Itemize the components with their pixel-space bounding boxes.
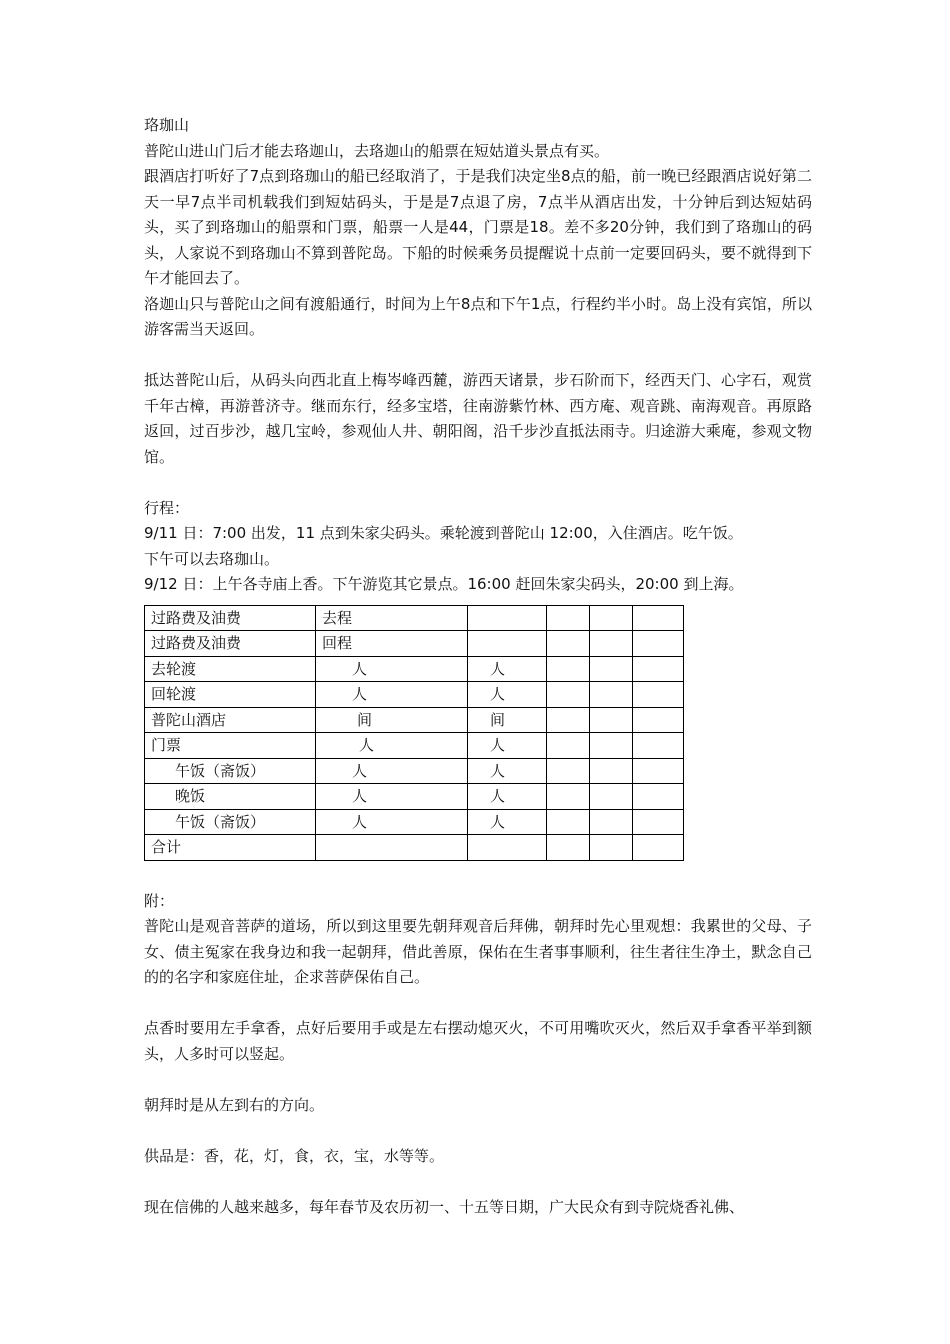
table-cell	[590, 656, 633, 682]
table-cell	[633, 733, 684, 759]
spacer	[144, 991, 812, 1017]
table-cell	[633, 784, 684, 810]
table-cell	[633, 809, 684, 835]
table-cell	[547, 605, 590, 631]
spacer	[144, 871, 812, 889]
table-cell: 过路费及油费	[145, 631, 316, 657]
table-cell: 人	[468, 682, 547, 708]
table-cell	[633, 682, 684, 708]
intro-paragraph-3: 洛迦山只与普陀山之间有渡船通行，时间为上午8点和下午1点，行程约半小时。岛上没有宾馆，所以游客需当天返回。	[144, 294, 812, 338]
table-cell	[547, 707, 590, 733]
table-cell	[547, 656, 590, 682]
spacer	[144, 343, 812, 369]
table-cell: 人	[316, 682, 468, 708]
table-row	[145, 682, 684, 708]
table-cell	[468, 835, 547, 861]
table-cell	[547, 835, 590, 861]
spacer	[144, 470, 812, 496]
table-row	[145, 758, 684, 784]
table-cell	[316, 835, 468, 861]
table-row	[145, 707, 684, 733]
itinerary-line: 下午可以去珞珈山。	[144, 549, 280, 568]
intro-paragraph-2: 跟酒店打听好了7点到珞珈山的船已经取消了，于是我们决定坐8点的船，前一晚已经跟酒店说好第二天一早7点半司机载我们到短姑码头，于是是7点退了房，7点半从酒店出发，十分钟后到达短姑码头，买了到珞珈山的船票和门票，船票一人是44，门票是18。差不多20分钟，我们到了珞珈山的码头，人家说不到珞珈山不算到普陀岛。下船的时候乘务员提醒说十点前一定要回码头，要不就得到下午才能回去了。	[144, 167, 812, 287]
table-cell: 去程	[316, 605, 468, 631]
table-cell	[468, 631, 547, 657]
table-cell: 人	[316, 656, 468, 682]
table-cell: 回轮渡	[145, 682, 316, 708]
table-cell	[590, 835, 633, 861]
table-cell	[547, 784, 590, 810]
table-cell: 午饭（斋饭）	[145, 758, 316, 784]
table-row	[145, 809, 684, 835]
table-cell: 间	[468, 707, 547, 733]
table-cell	[547, 758, 590, 784]
appendix-paragraph: 朝拜时是从左到右的方向。	[144, 1095, 325, 1114]
spacer	[144, 1169, 812, 1195]
table-cell	[547, 809, 590, 835]
budget-table	[144, 605, 684, 861]
intro-paragraph-1: 普陀山进山门后才能去珞迦山，去珞迦山的船票在短姑道头景点有买。	[144, 141, 610, 160]
table-row	[145, 835, 684, 861]
table-cell	[590, 758, 633, 784]
table-cell	[590, 809, 633, 835]
doc-title: 珞珈山	[144, 116, 190, 134]
table-cell: 人	[468, 809, 547, 835]
table-row	[145, 784, 684, 810]
table-row	[145, 605, 684, 631]
table-cell: 间	[316, 707, 468, 733]
table-cell	[547, 733, 590, 759]
table-cell	[633, 631, 684, 657]
table-cell: 人	[468, 784, 547, 810]
table-row	[145, 656, 684, 682]
table-cell: 人	[316, 784, 468, 810]
table-cell: 人	[468, 758, 547, 784]
appendix-paragraph: 普陀山是观音菩萨的道场，所以到这里要先朝拜观音后拜佛，朝拜时先心里观想：我累世的父母、子女、债主冤家在我身边和我一起朝拜，借此善原，保佑在生者事事顺利，往生者往生净土，默念自己的的名字和家庭住址，企求菩萨保佑自己。	[144, 917, 812, 986]
table-cell	[633, 656, 684, 682]
itinerary-heading: 行程：	[144, 498, 190, 517]
table-cell	[547, 631, 590, 657]
table-row	[145, 733, 684, 759]
table-cell: 普陀山酒店	[145, 707, 316, 733]
table-cell	[590, 707, 633, 733]
table-row	[145, 631, 684, 657]
appendix-heading: 附：	[144, 891, 175, 910]
table-cell	[633, 605, 684, 631]
table-cell	[590, 631, 633, 657]
itinerary-line: 9/12 日：上午各寺庙上香。下午游览其它景点。16:00 赶回朱家尖码头，20:00 到上海。	[144, 575, 744, 593]
table-cell	[590, 682, 633, 708]
appendix-paragraph: 供品是：香，花，灯，食，衣，宝，水等等。	[144, 1146, 445, 1165]
table-cell: 门票	[145, 733, 316, 759]
table-cell: 回程	[316, 631, 468, 657]
table-cell: 人	[316, 809, 468, 835]
table-cell: 人	[468, 733, 547, 759]
table-cell	[468, 605, 547, 631]
table-cell: 人	[316, 733, 468, 759]
itinerary-line: 9/11 日：7:00 出发，11 点到朱家尖码头。乘轮渡到普陀山 12:00，入住酒店。吃午饭。	[144, 524, 743, 542]
table-cell	[590, 733, 633, 759]
appendix-paragraph: 点香时要用左手拿香，点好后要用手或是左右摆动熄灭火，不可用嘴吹灭火，然后双手拿香平举到额头，人多时可以竖起。	[144, 1019, 812, 1063]
table-cell	[633, 835, 684, 861]
table-cell: 人	[468, 656, 547, 682]
table-cell: 晚饭	[145, 784, 316, 810]
table-cell: 去轮渡	[145, 656, 316, 682]
table-cell	[590, 784, 633, 810]
table-cell	[633, 758, 684, 784]
table-cell	[590, 605, 633, 631]
route-paragraph: 抵达普陀山后，从码头向西北直上梅岑峰西麓，游西天诸景，步石阶而下，经西天门、心字石，观赏千年古樟，再游普济寺。继而东行，经多宝塔，往南游紫竹林、西方庵、观音跳、南海观音。再原路返回，过百步沙，越几宝岭，参观仙人井、朝阳阁，沿千步沙直抵法雨寺。归途游大乘庵，参观文物馆。	[144, 371, 812, 466]
table-cell: 过路费及油费	[145, 605, 316, 631]
table-cell	[633, 707, 684, 733]
spacer	[144, 1118, 812, 1144]
table-cell: 人	[316, 758, 468, 784]
table-cell	[547, 682, 590, 708]
document-page	[144, 113, 812, 1220]
spacer	[144, 1067, 812, 1093]
table-cell: 合计	[145, 835, 316, 861]
appendix-paragraph: 现在信佛的人越来越多，每年春节及农历初一、十五等日期，广大民众有到寺院烧香礼佛、	[144, 1197, 745, 1216]
table-cell: 午饭（斋饭）	[145, 809, 316, 835]
